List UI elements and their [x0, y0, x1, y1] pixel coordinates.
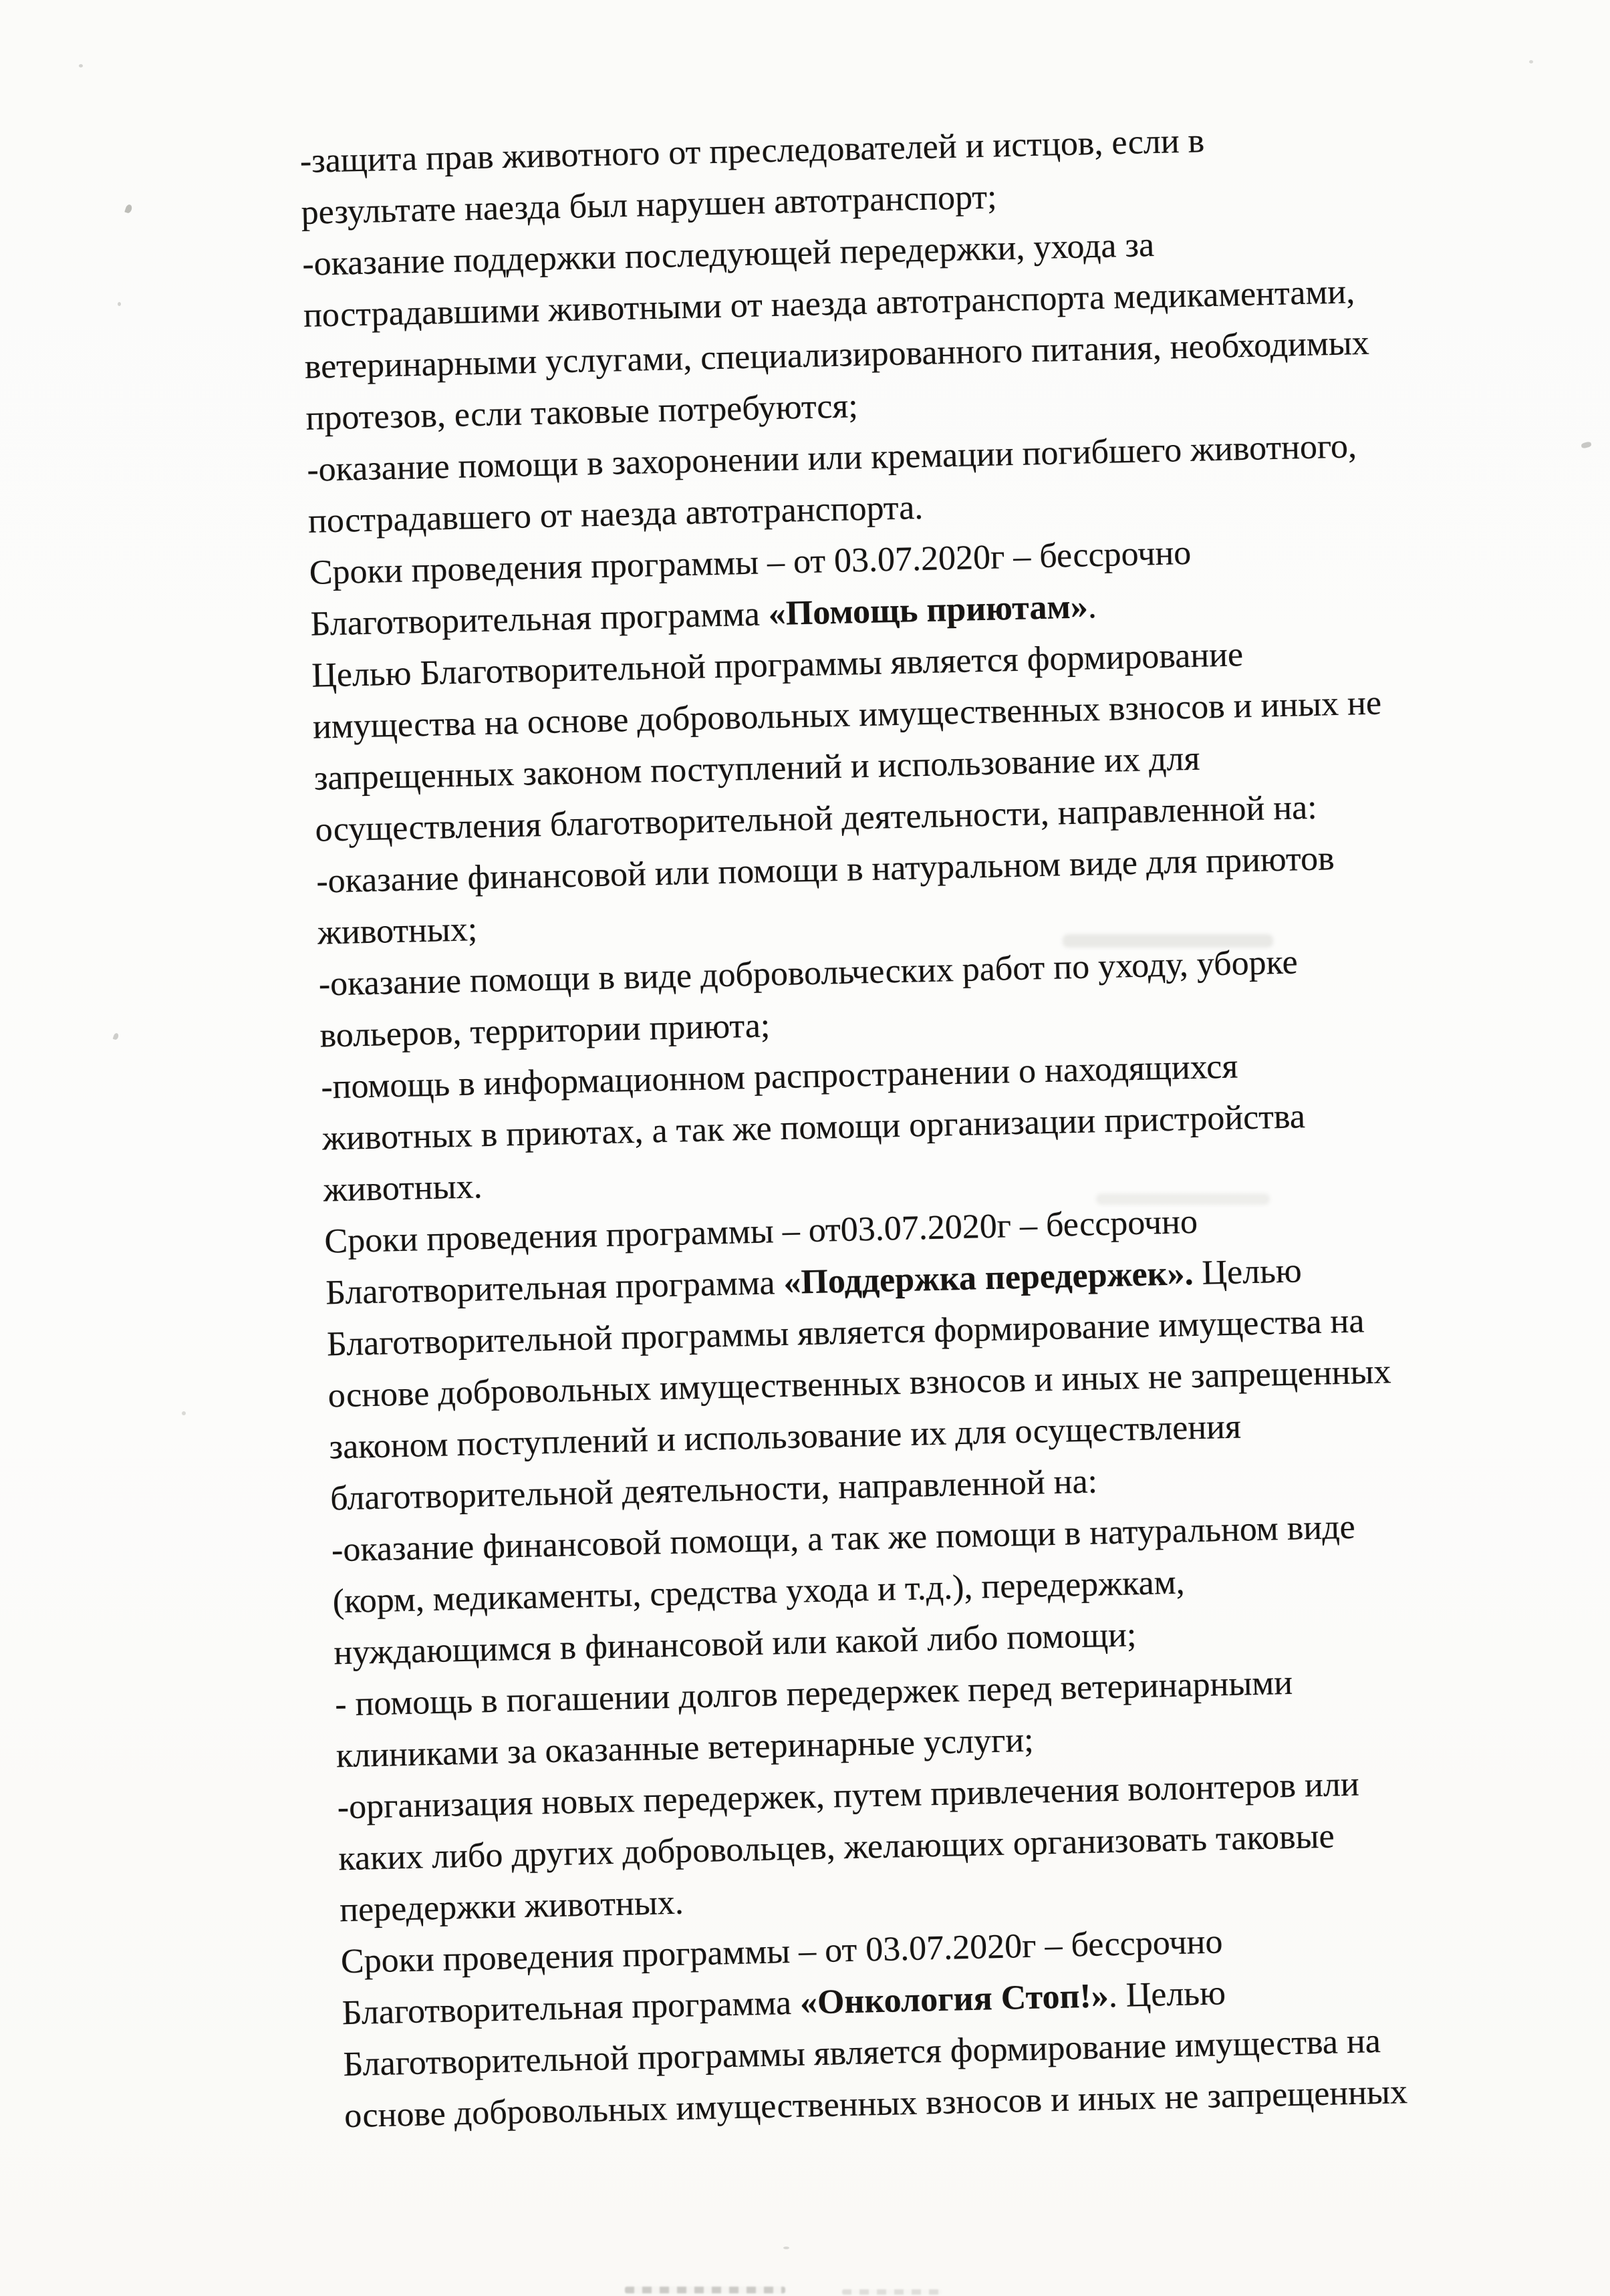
- text-segment: -оказание финансовой или помощи в натуральном виде для приютов: [315, 839, 1335, 901]
- program-name-bold: «Поддержка передержек».: [783, 1254, 1194, 1302]
- program-name-bold: «Помощь приютам»: [768, 587, 1089, 633]
- text-segment: передержки животных.: [339, 1883, 684, 1930]
- text-segment: пострадавшими животными от наезда автотранспорта медикаментами,: [303, 273, 1355, 335]
- scan-speck: [113, 1032, 120, 1040]
- text-segment: осуществления благотворительной деятельности, направленной на:: [314, 788, 1318, 849]
- text-segment: Сроки проведения программы – от 03.07.2020г – бессрочно: [340, 1922, 1223, 1981]
- scan-speck: [783, 2247, 789, 2249]
- program-name-bold: «Онкология Стоп!»: [799, 1977, 1109, 2022]
- text-segment: основе добровольных имущественных взносов и иных не запрещенных: [344, 2073, 1408, 2136]
- text-segment: вольеров, территории приюта;: [319, 1006, 771, 1055]
- text-segment: -оказание финансовой помощи, а так же помощи в натуральном виде: [331, 1508, 1356, 1570]
- text-segment: -организация новых передержек, путем привлечения волонтеров или: [337, 1765, 1360, 1827]
- text-segment: клиниками за оказанные ветеринарные услуги;: [336, 1721, 1035, 1775]
- scan-smudge: [1063, 934, 1273, 948]
- scan-smudge: [1096, 1193, 1270, 1205]
- text-segment: Сроки проведения программы – от 03.07.2020г – бессрочно: [309, 533, 1192, 592]
- scan-edge-streak: [842, 2289, 942, 2295]
- text-segment: пострадавшего от наезда автотранспорта.: [307, 488, 924, 541]
- text-segment: Благотворительной программы является формирование имущества на: [326, 1302, 1365, 1364]
- text-segment: (корм, медикаменты, средства ухода и т.д.), передержкам,: [332, 1563, 1186, 1621]
- scan-speck: [1581, 441, 1591, 448]
- text-segment: животных в приютах, а так же помощи организации пристройства: [321, 1097, 1306, 1158]
- text-segment: основе добровольных имущественных взносов и иных не запрещенных: [327, 1352, 1392, 1415]
- text-segment: законом поступлений и использование их для осуществления: [328, 1407, 1242, 1467]
- text-segment: -защита прав животного от преследователей и истцов, если в: [299, 122, 1205, 180]
- text-segment: Сроки проведения программы – от03.07.2020г – бессрочно: [323, 1202, 1198, 1261]
- text-segment: запрещенных законом поступлений и использование их для: [313, 739, 1200, 798]
- scan-speck: [118, 302, 121, 306]
- text-segment: Целью Благотворительной программы является формирование: [311, 635, 1244, 695]
- text-segment: Благотворительной программы является формирование имущества на: [342, 2022, 1381, 2084]
- text-segment: - помощь в погашении долгов передержек перед ветеринарными: [334, 1663, 1293, 1724]
- text-segment: Целью: [1192, 1252, 1303, 1293]
- scan-edge-streak: [625, 2287, 785, 2293]
- text-segment: имущества на основе добровольных имущественных взносов и иных не: [312, 684, 1382, 746]
- text-segment: каких либо других добровольцев, желающих организовать таковые: [338, 1817, 1335, 1878]
- text-segment: протезов, если таковые потребуются;: [305, 387, 859, 438]
- text-segment: благотворительной деятельности, направленной на:: [329, 1462, 1098, 1518]
- text-segment: Благотворительная программа: [309, 595, 769, 643]
- text-segment: .: [1087, 587, 1097, 626]
- text-segment: животных;: [317, 910, 478, 952]
- text-segment: результате наезда был нарушен автотранспорт;: [300, 178, 998, 232]
- text-segment: Благотворительная программа: [325, 1264, 785, 1312]
- text-segment: -оказание помощи в захоронении или кремации погибшего животного,: [306, 427, 1357, 489]
- text-segment: -помощь в информационном распространении о находящихся: [320, 1047, 1238, 1107]
- text-segment: -оказание помощи в виде добровольческих работ по уходу, уборке: [318, 943, 1299, 1004]
- text-segment: животных.: [323, 1167, 483, 1209]
- text-segment: Благотворительная программа: [342, 1983, 801, 2033]
- scan-speck: [1529, 60, 1533, 63]
- scan-speck: [79, 64, 83, 67]
- text-segment: -оказание поддержки последующей передержки, ухода за: [301, 226, 1155, 283]
- text-segment: ветеринарными услугами, специализированного питания, необходимых: [304, 323, 1370, 386]
- scan-speck: [124, 204, 133, 214]
- text-segment: . Целью: [1108, 1974, 1226, 2015]
- text-segment: нуждающимся в финансовой или какой либо помощи;: [333, 1616, 1137, 1673]
- scan-speck: [182, 1411, 186, 1415]
- document-text: [299, 112, 1414, 2142]
